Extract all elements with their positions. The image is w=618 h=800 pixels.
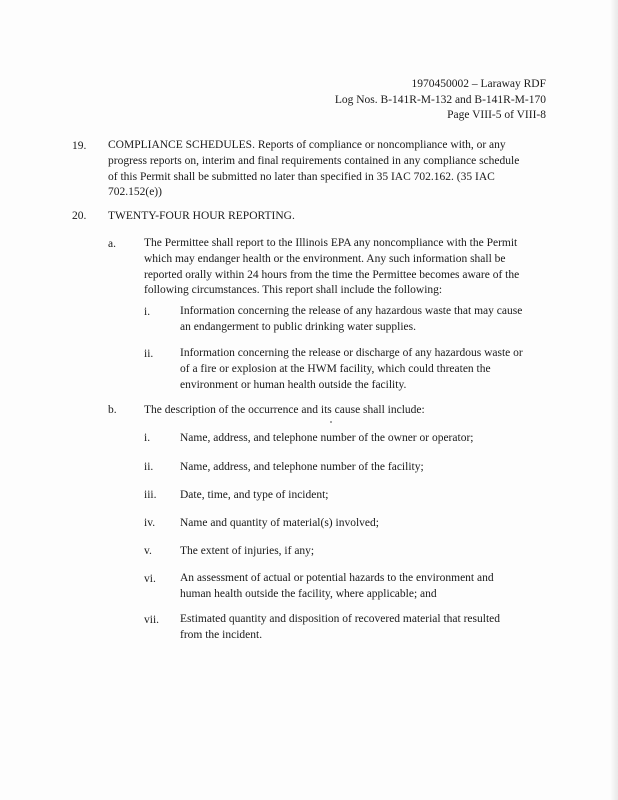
item-b-vi-label: vi. (144, 573, 156, 585)
section-20-number: 20. (72, 210, 87, 222)
item-a-ii-line: Information concerning the release or discharge of any hazardous waste or (180, 347, 523, 359)
item-b-iv-text: Name and quantity of material(s) involved; (180, 517, 379, 529)
item-a-i-paragraph (180, 304, 522, 336)
section-20-title: TWENTY-FOUR HOUR REPORTING. (108, 210, 295, 222)
section-19-number: 19. (72, 140, 87, 152)
scan-speck (330, 421, 332, 423)
item-a-i-line: an endangerment to public drinking water supplies. (180, 320, 417, 333)
section-19-line: COMPLIANCE SCHEDULES. Reports of compliance or noncompliance with, or any (108, 139, 506, 151)
section-19-line: progress reports on, interim and final requirements contained in any compliance schedule (108, 154, 520, 167)
item-b-label: b. (108, 404, 117, 416)
scan-edge-shadow (610, 0, 618, 800)
item-a-line: The Permittee shall report to the Illinois EPA any noncompliance with the Permit (144, 237, 518, 249)
item-a-line: which may endanger health or the environment. Any such information shall be (144, 252, 506, 265)
item-a-line: reported orally within 24 hours from the time the Permittee becomes aware of the (144, 268, 520, 281)
header-log-numbers: Log Nos. B-141R-M-132 and B-141R-M-170 (334, 94, 546, 106)
item-b-vii-label: vii. (144, 614, 160, 626)
item-b-vii-line: Estimated quantity and disposition of recovered material that resulted (180, 613, 500, 625)
item-b-i-text: Name, address, and telephone number of the owner or operator; (180, 432, 474, 444)
item-b-ii-text: Name, address, and telephone number of the facility; (180, 461, 424, 473)
section-19-line: 702.152(e)) (108, 186, 162, 199)
item-a-ii-line: of a fire or explosion at the HWM facility, which could threaten the (180, 362, 491, 375)
item-a-line: following circumstances. This report shall include the following: (144, 284, 443, 297)
item-b-intro: The description of the occurrence and its cause shall include: (144, 404, 425, 416)
item-b-iii-label: iii. (144, 489, 157, 501)
item-a-ii-paragraph (180, 346, 523, 393)
item-b-v-text: The extent of injuries, if any; (180, 545, 315, 557)
item-b-vii-paragraph (180, 612, 500, 644)
item-a-i-line: Information concerning the release of any hazardous waste that may cause (180, 305, 523, 317)
item-a-ii-label: ii. (144, 348, 154, 360)
section-19-paragraph (108, 138, 519, 201)
item-b-vii-line: from the incident. (180, 628, 263, 641)
item-a-label: a. (108, 238, 116, 250)
item-b-i-label: i. (144, 432, 151, 444)
item-b-vi-paragraph (180, 571, 494, 603)
item-a-i-label: i. (144, 306, 151, 318)
header-facility-id: 1970450002 – Laraway RDF (411, 78, 546, 90)
item-b-ii-label: ii. (144, 461, 154, 473)
item-b-v-label: v. (144, 545, 152, 557)
section-19-line: of this Permit shall be submitted no later than specified in 35 IAC 702.162. (35 IAC (108, 170, 495, 183)
header-page-number: Page VIII-5 of VIII-8 (447, 109, 546, 121)
item-b-vi-line: human health outside the facility, where applicable; and (180, 587, 437, 600)
item-b-iii-text: Date, time, and type of incident; (180, 489, 329, 501)
item-b-vi-line: An assessment of actual or potential hazards to the environment and (180, 572, 494, 584)
item-a-paragraph (144, 236, 519, 299)
item-a-ii-line: environment or human health outside the facility. (180, 378, 407, 391)
item-b-iv-label: iv. (144, 517, 156, 529)
